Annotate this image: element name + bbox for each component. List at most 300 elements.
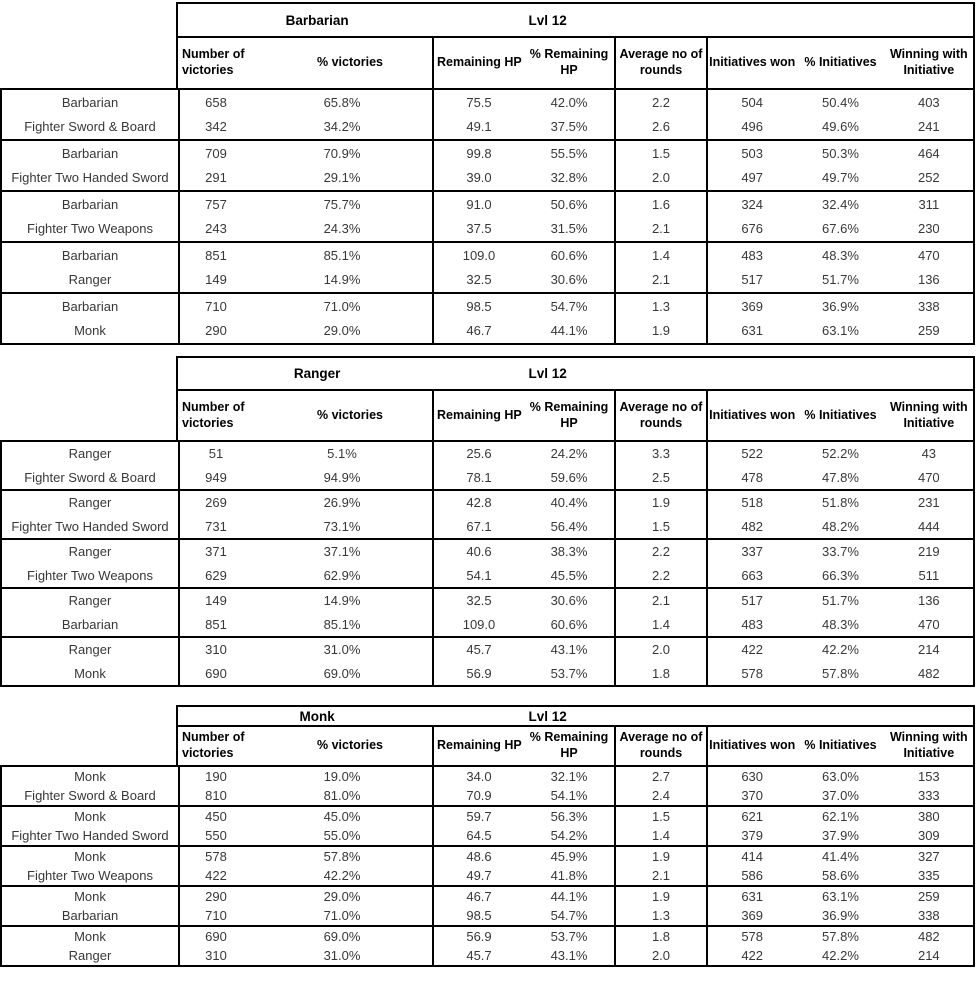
pct-initiatives-value: 63.1%: [822, 323, 859, 339]
barbarian-table: [0, 2, 975, 345]
rounds-cell: [614, 192, 706, 241]
combatant-row: [434, 887, 614, 906]
pct-victories-value: 42.2%: [323, 868, 361, 883]
victories-value: 422: [205, 868, 227, 883]
pct-initiatives-value: 37.0%: [822, 788, 859, 803]
pct-initiatives-value: 42.2%: [822, 642, 859, 658]
combatant-row: [708, 589, 973, 613]
name-value: Monk: [74, 769, 106, 784]
pct-remaining-hp-value: 55.5%: [550, 145, 588, 161]
victories-value: 949: [205, 469, 227, 485]
column-headers: [176, 727, 975, 767]
avg-rounds-value: 1.5: [651, 809, 671, 824]
victories-cell: [178, 243, 432, 292]
combatant-row: [616, 662, 706, 686]
avg-rounds-value: 2.1: [651, 272, 671, 288]
pct-remaining-hp-value: 32.8%: [550, 170, 588, 186]
winning-initiative-value: 259: [917, 323, 940, 339]
combatant-row: [2, 662, 178, 686]
victories-cell: [178, 192, 432, 241]
combatant-row: [434, 466, 614, 490]
combatant-row: [2, 589, 178, 613]
avg-rounds-value: 1.5: [651, 518, 671, 534]
pct-victories-value: 73.1%: [323, 518, 361, 534]
initiatives-won-value: 586: [741, 868, 764, 883]
remaining-hp-value: 46.7: [466, 323, 492, 339]
initiative-cell: [706, 638, 973, 685]
column-headers: [176, 391, 975, 442]
combatant-row: [708, 946, 973, 965]
pct-remaining-hp-value: 43.1%: [550, 948, 588, 963]
victories-value: 851: [205, 247, 227, 263]
remaining-hp-value: 49.7: [466, 868, 492, 883]
matchup-box: [0, 636, 975, 687]
col-remaining-hp: Remaining HP: [437, 55, 522, 70]
victories-value: 710: [205, 908, 227, 923]
initiatives-won-value: 370: [741, 788, 764, 803]
hp-header-group: [432, 38, 614, 88]
pct-victories-value: 55.0%: [323, 828, 361, 843]
combatant-row: [616, 491, 706, 515]
pct-initiatives-value: 36.9%: [822, 908, 859, 923]
name-cell: [2, 90, 178, 139]
combatant-row: [180, 294, 432, 319]
pct-remaining-hp-value: 56.3%: [550, 809, 588, 824]
name-value: Barbarian: [61, 196, 119, 212]
hp-cell: [432, 294, 614, 343]
winning-initiative-value: 136: [917, 593, 940, 609]
initiative-cell: [706, 192, 973, 241]
combatant-row: [616, 319, 706, 344]
pct-remaining-hp-value: 60.6%: [550, 616, 588, 632]
combatant-row: [2, 515, 178, 539]
victories-header-group: [178, 391, 432, 440]
name-cell: [2, 807, 178, 845]
combatant-row: [2, 927, 178, 946]
avg-rounds-value: 1.4: [651, 828, 671, 843]
pct-initiatives-value: 50.4%: [822, 94, 859, 110]
col-initiatives-won: Initiatives won: [709, 55, 796, 70]
pct-initiatives-value: 36.9%: [822, 298, 859, 314]
avg-rounds-value: 2.7: [651, 769, 671, 784]
combatant-row: [180, 515, 432, 539]
victories-value: 450: [205, 809, 227, 824]
name-cell: [2, 540, 178, 587]
victories-value: 342: [205, 119, 227, 135]
combatant-row: [2, 491, 178, 515]
combatant-row: [616, 638, 706, 662]
hp-header-group: [432, 727, 614, 765]
combatant-row: [616, 564, 706, 588]
table-title: Monk: [299, 708, 335, 724]
rounds-cell: [614, 927, 706, 965]
winning-initiative-value: 470: [917, 247, 940, 263]
table-level: Lvl 12: [528, 12, 567, 28]
combatant-row: [708, 141, 973, 166]
avg-rounds-value: 2.1: [651, 593, 671, 609]
rounds-cell: [614, 887, 706, 925]
avg-rounds-value: 1.4: [651, 247, 671, 263]
name-value: Ranger: [68, 948, 112, 963]
col-winning-with-initiative: Winning with Initiative: [889, 730, 968, 760]
combatant-row: [708, 466, 973, 490]
pct-initiatives-value: 41.4%: [822, 849, 859, 864]
pct-initiatives-value: 48.3%: [822, 616, 859, 632]
combatant-row: [434, 243, 614, 268]
winning-initiative-value: 482: [917, 929, 940, 944]
combatant-row: [434, 90, 614, 115]
pct-remaining-hp-value: 24.2%: [550, 446, 588, 462]
combatant-row: [708, 491, 973, 515]
avg-rounds-value: 1.6: [651, 196, 671, 212]
rounds-cell: [614, 491, 706, 538]
pct-victories-value: 57.8%: [323, 849, 361, 864]
name-value: Fighter Two Handed Sword: [11, 518, 169, 534]
combatant-row: [434, 807, 614, 826]
combatant-row: [616, 141, 706, 166]
name-value: Fighter Two Handed Sword: [11, 828, 169, 843]
pct-remaining-hp-value: 41.8%: [550, 868, 588, 883]
hp-cell: [432, 243, 614, 292]
col-initiatives-won: Initiatives won: [709, 407, 796, 422]
remaining-hp-value: 25.6: [466, 446, 492, 462]
winning-initiative-value: 327: [917, 849, 940, 864]
combatant-row: [180, 319, 432, 344]
avg-rounds-value: 2.0: [651, 948, 671, 963]
pct-remaining-hp-value: 54.1%: [550, 788, 588, 803]
name-value: Ranger: [68, 593, 112, 609]
name-cell: [2, 141, 178, 190]
pct-remaining-hp-value: 54.7%: [550, 908, 588, 923]
combatant-row: [2, 826, 178, 845]
col-pct-initiatives: % Initiatives: [804, 738, 877, 753]
combatant-row: [2, 294, 178, 319]
victories-cell: [178, 767, 432, 805]
initiatives-won-value: 522: [741, 446, 764, 462]
combatant-row: [180, 540, 432, 564]
victories-cell: [178, 294, 432, 343]
pct-initiatives-value: 37.9%: [822, 828, 859, 843]
combatant-row: [180, 217, 432, 242]
remaining-hp-value: 37.5: [466, 221, 492, 237]
name-cell: [2, 638, 178, 685]
ranger-table: [0, 356, 975, 687]
initiative-cell: [706, 589, 973, 636]
winning-initiative-value: 444: [917, 518, 940, 534]
combatant-row: [180, 589, 432, 613]
combatant-row: [708, 847, 973, 866]
combatant-row: [616, 866, 706, 885]
victories-value: 851: [205, 616, 227, 632]
victories-value: 690: [205, 665, 227, 681]
initiatives-won-value: 483: [741, 247, 764, 263]
pct-initiatives-value: 49.6%: [822, 119, 859, 135]
initiative-cell: [706, 887, 973, 925]
combatant-row: [434, 613, 614, 637]
victories-value: 149: [205, 593, 227, 609]
pct-victories-value: 94.9%: [323, 469, 361, 485]
combatant-row: [2, 268, 178, 293]
name-cell: [2, 927, 178, 965]
initiatives-won-value: 478: [741, 469, 764, 485]
pct-remaining-hp-value: 45.9%: [550, 849, 588, 864]
name-value: Fighter Two Handed Sword: [11, 170, 169, 186]
pct-remaining-hp-value: 31.5%: [550, 221, 588, 237]
hp-header-group: [432, 391, 614, 440]
pct-victories-value: 70.9%: [323, 145, 361, 161]
table-header: [176, 356, 975, 442]
col-pct-remaining-hp: % Remaining HP: [529, 730, 609, 760]
pct-remaining-hp-value: 54.2%: [550, 828, 588, 843]
remaining-hp-value: 75.5: [466, 94, 492, 110]
name-value: Fighter Sword & Board: [24, 119, 156, 135]
pct-initiatives-value: 48.2%: [822, 518, 859, 534]
avg-rounds-value: 1.3: [651, 298, 671, 314]
initiative-cell: [706, 294, 973, 343]
remaining-hp-value: 91.0: [466, 196, 492, 212]
pct-victories-value: 29.0%: [323, 889, 361, 904]
remaining-hp-value: 99.8: [466, 145, 492, 161]
combatant-row: [2, 613, 178, 637]
victories-value: 757: [205, 196, 227, 212]
combatant-row: [180, 166, 432, 191]
remaining-hp-value: 70.9: [466, 788, 492, 803]
combatant-row: [180, 442, 432, 466]
remaining-hp-value: 45.7: [466, 642, 492, 658]
initiative-cell: [706, 767, 973, 805]
pct-initiatives-value: 52.2%: [822, 446, 859, 462]
combatant-row: [708, 564, 973, 588]
victories-cell: [178, 807, 432, 845]
remaining-hp-value: 98.5: [466, 908, 492, 923]
hp-cell: [432, 540, 614, 587]
winning-initiative-value: 43: [921, 446, 937, 462]
pct-initiatives-value: 32.4%: [822, 196, 859, 212]
rounds-cell: [614, 294, 706, 343]
pct-remaining-hp-value: 44.1%: [550, 323, 588, 339]
combatant-row: [434, 589, 614, 613]
combatant-row: [2, 866, 178, 885]
combatant-row: [180, 466, 432, 490]
remaining-hp-value: 109.0: [462, 247, 496, 263]
combatant-row: [2, 946, 178, 965]
avg-rounds-value: 1.9: [651, 849, 671, 864]
combatant-row: [434, 442, 614, 466]
winning-initiative-value: 380: [917, 809, 940, 824]
rounds-cell: [614, 243, 706, 292]
victories-value: 243: [205, 221, 227, 237]
hp-cell: [432, 90, 614, 139]
winning-initiative-value: 333: [917, 788, 940, 803]
name-value: Ranger: [68, 544, 112, 560]
avg-rounds-value: 1.9: [651, 323, 671, 339]
combatant-row: [180, 268, 432, 293]
name-cell: [2, 243, 178, 292]
pct-remaining-hp-value: 54.7%: [550, 298, 588, 314]
pct-victories-value: 14.9%: [323, 272, 361, 288]
table-header: [176, 705, 975, 767]
name-value: Ranger: [68, 642, 112, 658]
combatant-row: [616, 927, 706, 946]
pct-victories-value: 31.0%: [323, 948, 361, 963]
table-title: Ranger: [293, 366, 341, 381]
pct-initiatives-value: 63.0%: [822, 769, 859, 784]
monk-table: [0, 705, 975, 967]
remaining-hp-value: 59.7: [466, 809, 492, 824]
combatant-row: [434, 192, 614, 217]
pct-remaining-hp-value: 59.6%: [550, 469, 588, 485]
name-value: Monk: [74, 323, 106, 339]
victories-value: 290: [205, 889, 227, 904]
combatant-row: [434, 946, 614, 965]
matchup-rows: [0, 88, 975, 345]
combatant-row: [434, 217, 614, 242]
winning-initiative-value: 136: [917, 272, 940, 288]
avg-rounds-value: 1.5: [651, 145, 671, 161]
winning-initiative-value: 309: [917, 828, 940, 843]
winning-initiative-value: 470: [917, 616, 940, 632]
combatant-row: [434, 906, 614, 925]
winning-initiative-value: 153: [917, 769, 940, 784]
pct-victories-value: 85.1%: [323, 616, 361, 632]
remaining-hp-value: 42.8: [466, 495, 492, 511]
combatant-row: [708, 166, 973, 191]
initiatives-won-value: 414: [741, 849, 764, 864]
hp-cell: [432, 807, 614, 845]
col-number-of-victories: Number of victories: [182, 730, 245, 760]
name-value: Fighter Two Weapons: [27, 567, 153, 583]
name-value: Barbarian: [61, 247, 119, 263]
victories-value: 291: [205, 170, 227, 186]
combatant-row: [616, 515, 706, 539]
avg-rounds-value: 2.0: [651, 642, 671, 658]
initiatives-won-value: 631: [741, 323, 764, 339]
combatant-row: [2, 90, 178, 115]
victories-value: 51: [208, 446, 224, 462]
initiatives-won-value: 676: [741, 221, 764, 237]
col-winning-with-initiative: Winning with Initiative: [889, 399, 968, 430]
remaining-hp-value: 40.6: [466, 544, 492, 560]
combatant-row: [708, 927, 973, 946]
initiatives-won-value: 379: [741, 828, 764, 843]
victories-value: 629: [205, 567, 227, 583]
winning-initiative-value: 252: [917, 170, 940, 186]
victories-value: 550: [205, 828, 227, 843]
winning-initiative-value: 511: [918, 567, 940, 583]
combatant-row: [708, 217, 973, 242]
combatant-row: [2, 807, 178, 826]
initiatives-won-value: 337: [741, 544, 764, 560]
combatant-row: [180, 807, 432, 826]
initiatives-won-value: 631: [741, 889, 764, 904]
victories-header-group: [178, 38, 432, 88]
matchup-box: [0, 190, 975, 243]
combatant-row: [180, 866, 432, 885]
combatant-row: [2, 638, 178, 662]
name-cell: [2, 767, 178, 805]
remaining-hp-value: 109.0: [462, 616, 496, 632]
avg-rounds-value: 1.4: [651, 616, 671, 632]
combatant-row: [434, 564, 614, 588]
name-value: Barbarian: [61, 908, 119, 923]
pct-initiatives-value: 51.7%: [822, 593, 859, 609]
remaining-hp-value: 32.5: [466, 272, 492, 288]
remaining-hp-value: 46.7: [466, 889, 492, 904]
winning-initiative-value: 335: [917, 868, 940, 883]
combatant-row: [180, 115, 432, 140]
remaining-hp-value: 56.9: [466, 929, 492, 944]
col-remaining-hp: Remaining HP: [437, 738, 522, 753]
pct-initiatives-value: 57.8%: [822, 929, 859, 944]
combatant-row: [434, 540, 614, 564]
combatant-row: [616, 946, 706, 965]
title-row: [176, 356, 975, 391]
initiative-cell: [706, 491, 973, 538]
remaining-hp-value: 49.1: [466, 119, 492, 135]
combatant-row: [434, 826, 614, 845]
pct-remaining-hp-value: 53.7%: [550, 665, 588, 681]
combatant-row: [180, 887, 432, 906]
pct-initiatives-value: 42.2%: [822, 948, 859, 963]
avg-rounds-value: 1.9: [651, 889, 671, 904]
pct-initiatives-value: 51.8%: [822, 495, 859, 511]
initiatives-won-value: 422: [741, 948, 764, 963]
combatant-row: [616, 268, 706, 293]
avg-rounds-value: 1.8: [651, 929, 671, 944]
pct-initiatives-value: 33.7%: [822, 544, 859, 560]
name-value: Fighter Sword & Board: [24, 788, 156, 803]
combatant-row: [434, 662, 614, 686]
name-value: Barbarian: [61, 298, 119, 314]
hp-cell: [432, 927, 614, 965]
pct-remaining-hp-value: 30.6%: [550, 272, 588, 288]
pct-initiatives-value: 66.3%: [822, 567, 859, 583]
initiatives-won-value: 663: [741, 567, 764, 583]
combatant-row: [180, 90, 432, 115]
pct-remaining-hp-value: 42.0%: [550, 94, 588, 110]
pct-victories-value: 26.9%: [323, 495, 361, 511]
col-pct-victories: % victories: [316, 407, 383, 422]
pct-initiatives-value: 67.6%: [822, 221, 859, 237]
victories-value: 690: [205, 929, 227, 944]
combatant-row: [2, 217, 178, 242]
hp-cell: [432, 887, 614, 925]
initiative-header-group: [706, 727, 973, 765]
name-value: Fighter Two Weapons: [27, 221, 153, 237]
combatant-row: [434, 319, 614, 344]
initiatives-won-value: 324: [741, 196, 764, 212]
col-pct-victories: % victories: [316, 55, 383, 70]
name-value: Monk: [74, 929, 106, 944]
combatant-row: [708, 866, 973, 885]
pct-initiatives-value: 50.3%: [822, 145, 859, 161]
pct-initiatives-value: 58.6%: [822, 868, 859, 883]
victories-value: 371: [205, 544, 227, 560]
combatant-row: [2, 192, 178, 217]
victories-cell: [178, 442, 432, 489]
winning-initiative-value: 259: [917, 889, 940, 904]
table-level: Lvl 12: [528, 366, 567, 381]
rounds-cell: [614, 141, 706, 190]
name-value: Monk: [74, 889, 106, 904]
combatant-row: [434, 268, 614, 293]
victories-value: 290: [205, 323, 227, 339]
title-row: [176, 2, 975, 38]
column-headers: [176, 38, 975, 90]
table-level: Lvl 12: [528, 708, 567, 724]
avg-rounds-value: 1.9: [651, 495, 671, 511]
combatant-row: [2, 887, 178, 906]
